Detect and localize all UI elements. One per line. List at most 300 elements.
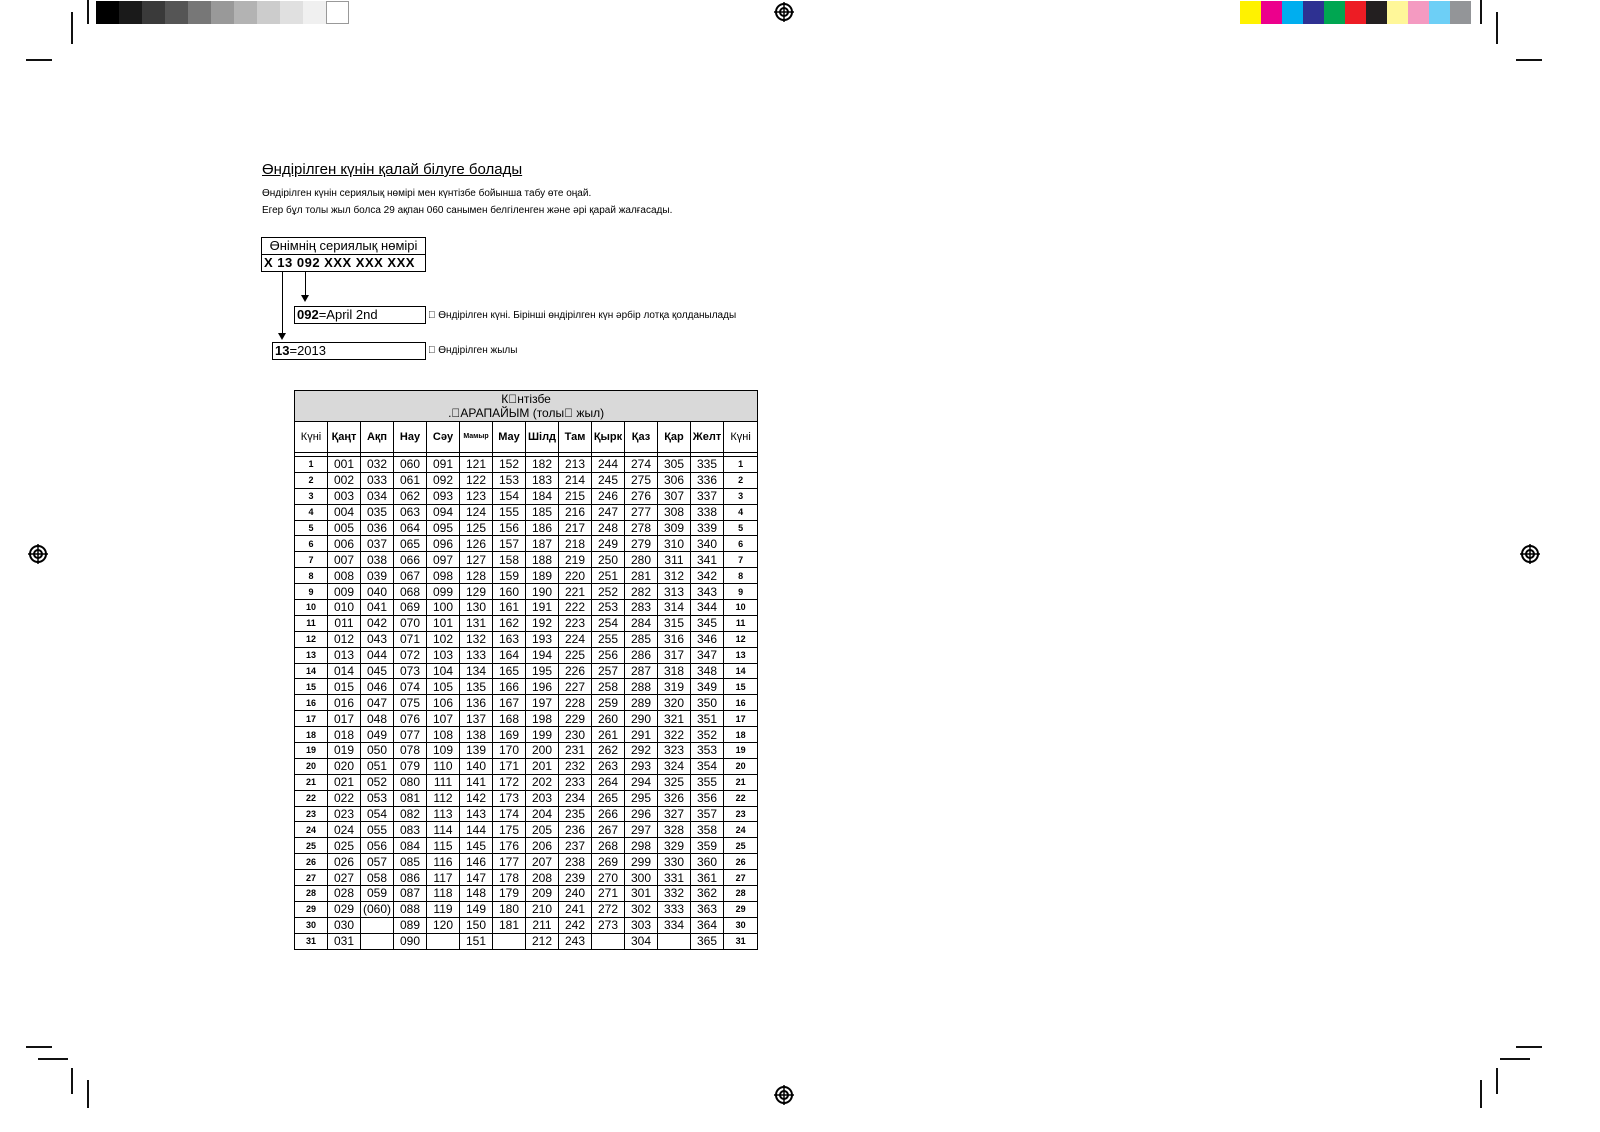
day-of-year-cell: 347 xyxy=(691,647,724,663)
day-number-cell: 14 xyxy=(295,663,328,679)
day-number-cell: 23 xyxy=(295,806,328,822)
day-number-cell: 22 xyxy=(295,790,328,806)
day-of-year-cell: 153 xyxy=(493,472,526,488)
color-swatch xyxy=(1240,1,1261,24)
crop-mark-tr-v2 xyxy=(1480,0,1482,24)
day-of-year-calendar-table xyxy=(294,390,758,950)
day-of-year-cell: 138 xyxy=(460,727,493,743)
day-of-year-cell: 003 xyxy=(328,488,361,504)
day-of-year-cell: 278 xyxy=(625,520,658,536)
day-of-year-cell: 112 xyxy=(427,790,460,806)
page-title: Өндірілген күнін қалай білуге болады xyxy=(262,161,523,178)
day-of-year-cell: 342 xyxy=(691,568,724,584)
table-row xyxy=(295,854,758,870)
day-of-year-cell: 050 xyxy=(361,743,394,759)
day-number-cell: 8 xyxy=(295,568,328,584)
day-of-year-cell: 013 xyxy=(328,647,361,663)
day-of-year-cell: 318 xyxy=(658,663,691,679)
table-row xyxy=(295,663,758,679)
day-number-cell: 27 xyxy=(295,870,328,886)
day-of-year-cell: 250 xyxy=(592,552,625,568)
day-number-cell: 29 xyxy=(295,901,328,917)
day-of-year-cell: 217 xyxy=(559,520,592,536)
day-of-year-cell: 076 xyxy=(394,711,427,727)
day-of-year-cell: 247 xyxy=(592,504,625,520)
day-of-year-cell: 269 xyxy=(592,854,625,870)
day-of-year-cell: 301 xyxy=(625,886,658,902)
day-of-year-cell: 258 xyxy=(592,679,625,695)
day-number-cell: 18 xyxy=(724,727,758,743)
day-of-year-cell: 322 xyxy=(658,727,691,743)
table-row xyxy=(295,695,758,711)
year-code: 13 xyxy=(275,343,290,358)
day-of-year-cell: 108 xyxy=(427,727,460,743)
day-of-year-cell: 357 xyxy=(691,806,724,822)
day-of-year-cell: 184 xyxy=(526,488,559,504)
day-of-year-cell: 161 xyxy=(493,600,526,616)
day-of-year-cell: 245 xyxy=(592,472,625,488)
day-of-year-cell: 172 xyxy=(493,774,526,790)
day-of-year-cell: 192 xyxy=(526,615,559,631)
day-of-year-cell: 047 xyxy=(361,695,394,711)
registration-mark-icon xyxy=(774,1085,794,1105)
day-of-year-cell: 201 xyxy=(526,758,559,774)
day-number-cell: 15 xyxy=(724,679,758,695)
table-row xyxy=(295,870,758,886)
day-of-year-cell: 198 xyxy=(526,711,559,727)
day-number-cell: 17 xyxy=(295,711,328,727)
day-of-year-cell: 309 xyxy=(658,520,691,536)
day-of-year-cell: 355 xyxy=(691,774,724,790)
day-number-cell: 30 xyxy=(724,917,758,933)
day-of-year-cell: 242 xyxy=(559,917,592,933)
day-of-year-cell: 283 xyxy=(625,600,658,616)
day-of-year-cell: 294 xyxy=(625,774,658,790)
day-of-year-cell: 092 xyxy=(427,472,460,488)
day-of-year-cell: 289 xyxy=(625,695,658,711)
day-of-year-cell: 129 xyxy=(460,584,493,600)
day-of-year-cell: 202 xyxy=(526,774,559,790)
day-of-year-cell: 364 xyxy=(691,917,724,933)
day-of-year-cell: 323 xyxy=(658,743,691,759)
day-of-year-cell: 335 xyxy=(691,457,724,473)
day-of-year-cell: 100 xyxy=(427,600,460,616)
day-of-year-cell: 056 xyxy=(361,838,394,854)
day-of-year-cell: 293 xyxy=(625,758,658,774)
day-of-year-cell: 324 xyxy=(658,758,691,774)
day-of-year-cell: 055 xyxy=(361,822,394,838)
gray-swatch xyxy=(280,1,303,24)
crop-mark-bl-v xyxy=(71,1068,73,1094)
day-of-year-cell: 061 xyxy=(394,472,427,488)
day-number-cell: 19 xyxy=(724,743,758,759)
day-of-year-cell: 115 xyxy=(427,838,460,854)
day-number-cell: 12 xyxy=(295,631,328,647)
day-of-year-cell: 101 xyxy=(427,615,460,631)
day-of-year-cell: 231 xyxy=(559,743,592,759)
day-of-year-cell: 204 xyxy=(526,806,559,822)
color-swatch xyxy=(1450,1,1471,24)
day-of-year-cell: 226 xyxy=(559,663,592,679)
day-of-year-cell: 005 xyxy=(328,520,361,536)
registration-mark-icon xyxy=(28,544,48,564)
day-of-year-cell: 188 xyxy=(526,552,559,568)
day-of-year-cell: 158 xyxy=(493,552,526,568)
day-of-year-cell: 083 xyxy=(394,822,427,838)
table-row xyxy=(295,758,758,774)
gray-swatch xyxy=(303,1,326,24)
header-month: Желт xyxy=(691,422,724,453)
day-number-cell: 26 xyxy=(295,854,328,870)
table-row xyxy=(295,917,758,933)
day-number-cell: 2 xyxy=(724,472,758,488)
day-of-year-cell: 271 xyxy=(592,886,625,902)
color-swatch xyxy=(1387,1,1408,24)
day-of-year-cell: 164 xyxy=(493,647,526,663)
day-of-year-cell: 197 xyxy=(526,695,559,711)
day-of-year-cell: 308 xyxy=(658,504,691,520)
day-of-year-cell: 179 xyxy=(493,886,526,902)
table-row xyxy=(295,933,758,949)
day-of-year-cell: 331 xyxy=(658,870,691,886)
day-number-cell: 16 xyxy=(724,695,758,711)
table-row xyxy=(295,647,758,663)
day-of-year-cell: 320 xyxy=(658,695,691,711)
day-of-year-cell: 360 xyxy=(691,854,724,870)
day-of-year-cell: 113 xyxy=(427,806,460,822)
day-of-year-cell: 117 xyxy=(427,870,460,886)
day-of-year-cell: 165 xyxy=(493,663,526,679)
day-of-year-cell: 206 xyxy=(526,838,559,854)
day-number-cell: 3 xyxy=(295,488,328,504)
day-of-year-cell: 299 xyxy=(625,854,658,870)
day-of-year-cell: 089 xyxy=(394,917,427,933)
header-month: Қырк xyxy=(592,422,625,453)
day-of-year-cell: 298 xyxy=(625,838,658,854)
table-row xyxy=(295,822,758,838)
day-of-year-cell: 032 xyxy=(361,457,394,473)
table-row xyxy=(295,488,758,504)
day-of-year-cell: 163 xyxy=(493,631,526,647)
day-number-cell: 21 xyxy=(295,774,328,790)
day-number-cell: 6 xyxy=(295,536,328,552)
grayscale-color-bar xyxy=(96,0,354,25)
day-of-year-cell: 125 xyxy=(460,520,493,536)
day-of-year-cell: 178 xyxy=(493,870,526,886)
day-of-year-cell: 279 xyxy=(625,536,658,552)
day-of-year-cell: 282 xyxy=(625,584,658,600)
day-of-year-cell: 122 xyxy=(460,472,493,488)
day-of-year-cell: 307 xyxy=(658,488,691,504)
day-of-year-cell: 030 xyxy=(328,917,361,933)
day-of-year-cell: 205 xyxy=(526,822,559,838)
day-of-year-cell: 041 xyxy=(361,600,394,616)
day-of-year-cell: 147 xyxy=(460,870,493,886)
day-of-year-cell: 213 xyxy=(559,457,592,473)
calendar-caption xyxy=(295,391,758,422)
day-of-year-cell: 170 xyxy=(493,743,526,759)
color-swatch xyxy=(1366,1,1387,24)
day-of-year-cell: 121 xyxy=(460,457,493,473)
crop-mark-br-h2 xyxy=(1500,1058,1530,1060)
table-row xyxy=(295,472,758,488)
day-of-year-cell: 330 xyxy=(658,854,691,870)
day-of-year-cell: 221 xyxy=(559,584,592,600)
day-of-year-cell: 146 xyxy=(460,854,493,870)
table-row xyxy=(295,600,758,616)
day-of-year-cell: 057 xyxy=(361,854,394,870)
day-of-year-cell: 349 xyxy=(691,679,724,695)
header-month: Нау xyxy=(394,422,427,453)
day-number-cell: 18 xyxy=(295,727,328,743)
table-row xyxy=(295,631,758,647)
day-of-year-cell: 321 xyxy=(658,711,691,727)
day-of-year-cell: 284 xyxy=(625,615,658,631)
day-of-year-cell: 063 xyxy=(394,504,427,520)
day-of-year-cell: 222 xyxy=(559,600,592,616)
day-of-year-cell: 356 xyxy=(691,790,724,806)
day-of-year-cell: 334 xyxy=(658,917,691,933)
day-of-year-cell: 168 xyxy=(493,711,526,727)
gray-swatch xyxy=(165,1,188,24)
day-of-year-cell: 040 xyxy=(361,584,394,600)
day-of-year-cell: 118 xyxy=(427,886,460,902)
day-of-year-cell: 256 xyxy=(592,647,625,663)
table-row xyxy=(295,457,758,473)
day-of-year-cell: 023 xyxy=(328,806,361,822)
header-month: Мау xyxy=(493,422,526,453)
day-number-cell: 21 xyxy=(724,774,758,790)
day-of-year-cell: 009 xyxy=(328,584,361,600)
serial-number-value: X 13 092 XXX XXX XXX xyxy=(261,254,426,272)
gray-swatch xyxy=(326,1,349,24)
day-of-year-cell: 148 xyxy=(460,886,493,902)
day-of-year-cell: 062 xyxy=(394,488,427,504)
crop-mark-br-v2 xyxy=(1480,1080,1482,1108)
day-of-year-cell xyxy=(427,933,460,949)
day-code-note:   Өндірілген күні. Бірінші өндірілген күн әрбір лотқа қолданылады xyxy=(428,310,737,321)
table-row xyxy=(295,615,758,631)
day-of-year-cell: 329 xyxy=(658,838,691,854)
day-of-year-cell: 303 xyxy=(625,917,658,933)
day-of-year-cell: 241 xyxy=(559,901,592,917)
day-of-year-cell: 105 xyxy=(427,679,460,695)
day-of-year-cell: 024 xyxy=(328,822,361,838)
day-number-cell: 19 xyxy=(295,743,328,759)
day-of-year-cell: 027 xyxy=(328,870,361,886)
day-of-year-cell: 110 xyxy=(427,758,460,774)
day-number-cell: 24 xyxy=(295,822,328,838)
day-of-year-cell: 252 xyxy=(592,584,625,600)
day-of-year-cell: 016 xyxy=(328,695,361,711)
table-row xyxy=(295,552,758,568)
day-of-year-cell: 018 xyxy=(328,727,361,743)
day-of-year-cell: 071 xyxy=(394,631,427,647)
table-row xyxy=(295,520,758,536)
day-of-year-cell: 246 xyxy=(592,488,625,504)
day-of-year-cell: 203 xyxy=(526,790,559,806)
day-of-year-cell: 260 xyxy=(592,711,625,727)
header-day-left: Күні xyxy=(295,422,328,453)
day-of-year-cell: 207 xyxy=(526,854,559,870)
day-number-cell: 2 xyxy=(295,472,328,488)
day-of-year-cell: 035 xyxy=(361,504,394,520)
day-of-year-cell: 249 xyxy=(592,536,625,552)
day-of-year-cell: 253 xyxy=(592,600,625,616)
year-arrow-line xyxy=(282,272,283,334)
day-of-year-cell: 107 xyxy=(427,711,460,727)
day-of-year-cell: 026 xyxy=(328,854,361,870)
day-of-year-cell: 091 xyxy=(427,457,460,473)
day-of-year-cell: 187 xyxy=(526,536,559,552)
day-of-year-cell: 176 xyxy=(493,838,526,854)
day-of-year-cell: 109 xyxy=(427,743,460,759)
day-of-year-cell: 277 xyxy=(625,504,658,520)
day-of-year-cell: 008 xyxy=(328,568,361,584)
crop-mark-br-h xyxy=(1516,1046,1542,1048)
day-of-year-cell: 031 xyxy=(328,933,361,949)
day-of-year-cell: 116 xyxy=(427,854,460,870)
day-of-year-cell: 248 xyxy=(592,520,625,536)
year-code-equals: = xyxy=(289,343,298,358)
day-of-year-cell: 166 xyxy=(493,679,526,695)
day-of-year-cell: 111 xyxy=(427,774,460,790)
day-of-year-cell: 019 xyxy=(328,743,361,759)
table-row xyxy=(295,790,758,806)
gray-swatch xyxy=(211,1,234,24)
day-of-year-cell: 338 xyxy=(691,504,724,520)
day-number-cell: 11 xyxy=(295,615,328,631)
day-of-year-cell: 353 xyxy=(691,743,724,759)
day-number-cell: 20 xyxy=(295,758,328,774)
day-of-year-cell: 332 xyxy=(658,886,691,902)
day-of-year-cell: 240 xyxy=(559,886,592,902)
day-of-year-cell: 028 xyxy=(328,886,361,902)
day-number-cell: 1 xyxy=(724,457,758,473)
day-number-cell: 25 xyxy=(724,838,758,854)
day-number-cell: 3 xyxy=(724,488,758,504)
day-of-year-cell: 261 xyxy=(592,727,625,743)
header-month: Шілд xyxy=(526,422,559,453)
day-of-year-cell: 078 xyxy=(394,743,427,759)
day-of-year-cell: 285 xyxy=(625,631,658,647)
day-of-year-cell: 033 xyxy=(361,472,394,488)
day-of-year-cell: 227 xyxy=(559,679,592,695)
day-of-year-cell: 068 xyxy=(394,584,427,600)
day-number-cell: 8 xyxy=(724,568,758,584)
day-of-year-cell: 140 xyxy=(460,758,493,774)
day-of-year-cell: 237 xyxy=(559,838,592,854)
day-of-year-cell: 059 xyxy=(361,886,394,902)
day-of-year-cell: 070 xyxy=(394,615,427,631)
process-color-bar xyxy=(1240,0,1472,25)
day-of-year-cell xyxy=(361,933,394,949)
day-of-year-cell: 137 xyxy=(460,711,493,727)
day-of-year-cell: 039 xyxy=(361,568,394,584)
day-of-year-cell: 251 xyxy=(592,568,625,584)
day-of-year-cell: 300 xyxy=(625,870,658,886)
header-month: Там xyxy=(559,422,592,453)
day-of-year-cell: 325 xyxy=(658,774,691,790)
day-of-year-cell: 199 xyxy=(526,727,559,743)
day-of-year-cell: 304 xyxy=(625,933,658,949)
day-of-year-cell: 219 xyxy=(559,552,592,568)
day-of-year-cell: 072 xyxy=(394,647,427,663)
day-of-year-cell: 363 xyxy=(691,901,724,917)
day-of-year-cell: 243 xyxy=(559,933,592,949)
day-of-year-cell: 090 xyxy=(394,933,427,949)
day-of-year-cell: 275 xyxy=(625,472,658,488)
day-of-year-cell: 066 xyxy=(394,552,427,568)
day-of-year-cell: 106 xyxy=(427,695,460,711)
day-number-cell: 5 xyxy=(724,520,758,536)
day-of-year-cell: 194 xyxy=(526,647,559,663)
gray-swatch xyxy=(188,1,211,24)
crop-mark-tl-h xyxy=(26,59,52,61)
day-of-year-cell: 313 xyxy=(658,584,691,600)
day-of-year-cell: 095 xyxy=(427,520,460,536)
day-of-year-cell: 281 xyxy=(625,568,658,584)
day-number-cell: 22 xyxy=(724,790,758,806)
day-of-year-cell: 228 xyxy=(559,695,592,711)
intro-line-1: Өндірілген күнін сериялық нөмірі мен күнтізбе бойынша табу өте оңай. xyxy=(262,188,592,199)
day-number-cell: 4 xyxy=(295,504,328,520)
day-of-year-cell: 096 xyxy=(427,536,460,552)
day-number-cell: 4 xyxy=(724,504,758,520)
day-arrow-line xyxy=(305,272,306,296)
calendar-title-line-1: К нтізбе xyxy=(501,392,551,406)
day-of-year-cell: 336 xyxy=(691,472,724,488)
day-of-year-cell: 311 xyxy=(658,552,691,568)
day-number-cell: 25 xyxy=(295,838,328,854)
day-of-year-cell: 327 xyxy=(658,806,691,822)
day-number-cell: 28 xyxy=(295,886,328,902)
color-swatch xyxy=(1429,1,1450,24)
day-of-year-cell: 333 xyxy=(658,901,691,917)
day-of-year-cell: 020 xyxy=(328,758,361,774)
day-of-year-cell: 074 xyxy=(394,679,427,695)
day-of-year-cell: 257 xyxy=(592,663,625,679)
day-of-year-cell: 077 xyxy=(394,727,427,743)
day-number-cell: 29 xyxy=(724,901,758,917)
day-of-year-cell: 064 xyxy=(394,520,427,536)
day-of-year-cell: 238 xyxy=(559,854,592,870)
day-of-year-cell: 358 xyxy=(691,822,724,838)
day-of-year-cell: 099 xyxy=(427,584,460,600)
registration-mark-icon xyxy=(774,2,794,22)
gray-swatch xyxy=(119,1,142,24)
day-of-year-cell: 189 xyxy=(526,568,559,584)
day-of-year-cell: 144 xyxy=(460,822,493,838)
day-number-cell: 12 xyxy=(724,631,758,647)
day-of-year-cell: 218 xyxy=(559,536,592,552)
day-of-year-cell: 025 xyxy=(328,838,361,854)
day-code-equals: = xyxy=(318,307,327,322)
day-of-year-cell: 280 xyxy=(625,552,658,568)
day-of-year-cell: 210 xyxy=(526,901,559,917)
day-of-year-cell: 058 xyxy=(361,870,394,886)
day-of-year-cell: 006 xyxy=(328,536,361,552)
day-number-cell: 20 xyxy=(724,758,758,774)
day-of-year-cell: 229 xyxy=(559,711,592,727)
day-code-meaning: April 2nd xyxy=(326,307,378,322)
day-of-year-cell: 094 xyxy=(427,504,460,520)
crop-mark-tr-v xyxy=(1496,12,1498,44)
day-of-year-cell: 119 xyxy=(427,901,460,917)
day-of-year-cell: 316 xyxy=(658,631,691,647)
day-of-year-cell: 274 xyxy=(625,457,658,473)
day-number-cell: 30 xyxy=(295,917,328,933)
